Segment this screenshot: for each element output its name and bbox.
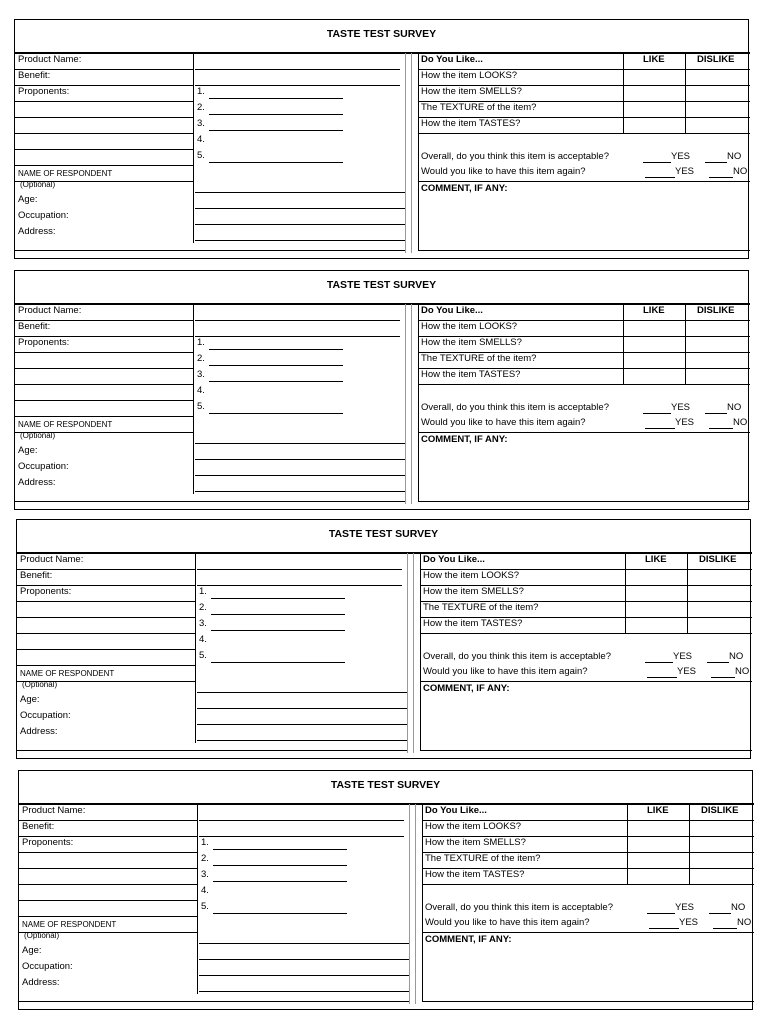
do-you-like-header: Do You Like... — [421, 54, 483, 65]
respondent-name-label: NAME OF RESPONDENT — [20, 669, 115, 678]
separator-line — [415, 804, 416, 1004]
right-row-line — [418, 384, 750, 385]
benefit-field[interactable] — [195, 336, 400, 337]
occupation-field[interactable] — [195, 475, 405, 476]
dislike-checkbox-cell[interactable] — [686, 102, 748, 116]
again-yes: YES — [675, 417, 695, 428]
proponents-label: Proponents: — [18, 337, 70, 348]
overall-question: Overall, do you think this item is acceptable? — [421, 151, 609, 162]
right-row-line — [420, 633, 752, 634]
overall-no-blank[interactable] — [705, 413, 727, 414]
optional-label: (Optional) — [24, 931, 60, 940]
left-row-line — [15, 69, 193, 70]
like-checkbox-cell[interactable] — [624, 369, 684, 383]
like-checkbox-cell[interactable] — [628, 821, 688, 835]
optional-label: (Optional) — [20, 180, 56, 189]
product-name-field[interactable] — [199, 820, 404, 821]
form-title: TASTE TEST SURVEY — [326, 279, 437, 291]
again-yes: YES — [675, 166, 695, 177]
age-field[interactable] — [195, 459, 405, 460]
proponent-number: 5. — [199, 650, 207, 661]
age-field[interactable] — [195, 208, 405, 209]
survey-form — [16, 519, 751, 759]
proponent-field[interactable] — [213, 881, 347, 882]
respondent-name-field[interactable] — [197, 692, 407, 693]
left-bottom-line — [15, 501, 405, 502]
left-row-line — [15, 384, 193, 385]
proponent-number: 1. — [201, 837, 209, 848]
proponent-number: 1. — [197, 86, 205, 97]
left-row-line — [19, 900, 197, 901]
title-divider — [15, 52, 750, 54]
question-item: The TEXTURE of the item? — [425, 853, 541, 864]
proponent-number: 2. — [197, 102, 205, 113]
benefit-field[interactable] — [195, 85, 400, 86]
question-item: How the item SMELLS? — [421, 337, 522, 348]
comment-label: COMMENT, IF ANY: — [421, 183, 508, 194]
comment-bottom-line — [418, 250, 750, 251]
again-no: NO — [737, 917, 752, 928]
left-row-line — [19, 820, 197, 821]
comment-area[interactable] — [423, 948, 751, 1001]
comment-label: COMMENT, IF ANY: — [423, 683, 510, 694]
address-field[interactable] — [199, 991, 409, 992]
comment-bottom-line — [418, 501, 750, 502]
overall-yes: YES — [675, 902, 695, 913]
again-yes: YES — [677, 666, 697, 677]
like-header: LIKE — [643, 54, 665, 65]
overall-question: Overall, do you think this item is acceptable? — [423, 651, 611, 662]
proponent-number: 3. — [201, 869, 209, 880]
proponent-number: 5. — [201, 901, 209, 912]
address-label: Address: — [18, 477, 56, 488]
left-row-line — [15, 320, 193, 321]
product-name-label: Product Name: — [20, 554, 84, 565]
like-checkbox-cell[interactable] — [628, 853, 688, 867]
survey-form — [14, 19, 749, 259]
overall-question: Overall, do you think this item is acceptable? — [421, 402, 609, 413]
like-header: LIKE — [647, 805, 669, 816]
proponent-number: 4. — [199, 634, 207, 645]
question-item: How the item LOOKS? — [425, 821, 522, 832]
like-checkbox-cell[interactable] — [626, 586, 686, 600]
question-item: How the item LOOKS? — [421, 321, 518, 332]
age-field[interactable] — [197, 708, 407, 709]
benefit-label: Benefit: — [18, 321, 51, 332]
again-no-blank[interactable] — [709, 177, 733, 178]
proponents-label: Proponents: — [20, 586, 72, 597]
question-item: How the item TASTES? — [423, 618, 523, 629]
left-row-line — [17, 617, 195, 618]
comment-bottom-line — [420, 750, 752, 751]
again-question: Would you like to have this item again? — [425, 917, 590, 928]
separator-line — [411, 304, 412, 504]
form-title: TASTE TEST SURVEY — [330, 779, 441, 791]
form-title: TASTE TEST SURVEY — [328, 528, 439, 540]
proponent-number: 3. — [197, 118, 205, 129]
overall-yes-blank[interactable] — [645, 662, 673, 663]
do-you-like-header: Do You Like... — [423, 554, 485, 565]
address-field[interactable] — [197, 740, 407, 741]
separator-line — [405, 53, 406, 253]
like-checkbox-cell[interactable] — [624, 118, 684, 132]
left-row-line — [15, 133, 193, 134]
left-row-line — [17, 633, 195, 634]
proponent-field[interactable] — [211, 630, 345, 631]
proponent-field[interactable] — [213, 865, 347, 866]
left-column-divider — [195, 553, 196, 743]
again-no: NO — [735, 666, 750, 677]
overall-yes-blank[interactable] — [647, 913, 675, 914]
like-checkbox-cell[interactable] — [626, 618, 686, 632]
dislike-checkbox-cell[interactable] — [686, 337, 748, 351]
overall-yes: YES — [671, 151, 691, 162]
benefit-label: Benefit: — [18, 70, 51, 81]
proponent-number: 1. — [199, 586, 207, 597]
proponent-number: 3. — [197, 369, 205, 380]
overall-no-blank[interactable] — [705, 162, 727, 163]
again-yes-blank[interactable] — [645, 428, 675, 429]
respondent-name-label: NAME OF RESPONDENT — [18, 420, 113, 429]
left-row-line — [19, 884, 197, 885]
question-item: How the item SMELLS? — [425, 837, 526, 848]
dislike-checkbox-cell[interactable] — [686, 353, 748, 367]
separator-line — [411, 53, 412, 253]
left-row-line — [19, 852, 197, 853]
left-bottom-line — [15, 250, 405, 251]
question-item: How the item SMELLS? — [421, 86, 522, 97]
again-no-blank[interactable] — [709, 428, 733, 429]
left-row-line — [17, 601, 195, 602]
dislike-header: DISLIKE — [697, 305, 735, 316]
benefit-field[interactable] — [197, 585, 402, 586]
proponent-field[interactable] — [209, 114, 343, 115]
left-column-divider — [197, 804, 198, 994]
occupation-field[interactable] — [195, 224, 405, 225]
again-question: Would you like to have this item again? — [421, 417, 586, 428]
question-item: How the item TASTES? — [421, 118, 521, 129]
comment-area[interactable] — [421, 697, 749, 750]
again-yes-blank[interactable] — [645, 177, 675, 178]
dislike-checkbox-cell[interactable] — [686, 70, 748, 84]
left-row-line — [17, 649, 195, 650]
dislike-checkbox-cell[interactable] — [688, 570, 750, 584]
do-you-like-header: Do You Like... — [425, 805, 487, 816]
survey-form — [14, 270, 749, 510]
respondent-name-label: NAME OF RESPONDENT — [18, 169, 113, 178]
proponent-field[interactable] — [209, 98, 343, 99]
address-field[interactable] — [195, 491, 405, 492]
question-item: The TEXTURE of the item? — [421, 102, 537, 113]
form-title: TASTE TEST SURVEY — [326, 28, 437, 40]
proponent-field[interactable] — [209, 162, 343, 163]
question-item: How the item LOOKS? — [421, 70, 518, 81]
proponent-number: 2. — [199, 602, 207, 613]
comment-area[interactable] — [419, 197, 747, 250]
like-checkbox-cell[interactable] — [626, 570, 686, 584]
question-item: How the item TASTES? — [425, 869, 525, 880]
respondent-name-field[interactable] — [195, 192, 405, 193]
benefit-label: Benefit: — [22, 821, 55, 832]
comment-top-line — [418, 432, 750, 433]
overall-question: Overall, do you think this item is acceptable? — [425, 902, 613, 913]
product-name-field[interactable] — [195, 69, 400, 70]
overall-no: NO — [727, 151, 742, 162]
overall-no-blank[interactable] — [709, 913, 731, 914]
like-checkbox-cell[interactable] — [628, 869, 688, 883]
like-checkbox-cell[interactable] — [624, 321, 684, 335]
product-name-field[interactable] — [197, 569, 402, 570]
respondent-name-field[interactable] — [195, 443, 405, 444]
dislike-checkbox-cell[interactable] — [690, 821, 752, 835]
comment-label: COMMENT, IF ANY: — [421, 434, 508, 445]
overall-yes-blank[interactable] — [643, 162, 671, 163]
occupation-label: Occupation: — [18, 461, 69, 472]
proponent-number: 3. — [199, 618, 207, 629]
right-row-line — [422, 884, 754, 885]
proponent-number: 2. — [201, 853, 209, 864]
proponent-field[interactable] — [209, 381, 343, 382]
age-field[interactable] — [199, 959, 409, 960]
again-yes-blank[interactable] — [649, 928, 679, 929]
proponents-label: Proponents: — [18, 86, 70, 97]
overall-no-blank[interactable] — [707, 662, 729, 663]
respondent-name-label: NAME OF RESPONDENT — [22, 920, 117, 929]
age-label: Age: — [22, 945, 42, 956]
proponent-number: 2. — [197, 353, 205, 364]
proponent-field[interactable] — [209, 130, 343, 131]
left-row-line — [15, 400, 193, 401]
dislike-checkbox-cell[interactable] — [686, 321, 748, 335]
age-label: Age: — [18, 194, 38, 205]
proponent-field[interactable] — [213, 913, 347, 914]
left-column-divider — [193, 304, 194, 494]
proponent-number: 4. — [197, 385, 205, 396]
product-name-label: Product Name: — [22, 805, 86, 816]
comment-top-line — [418, 181, 750, 182]
again-question: Would you like to have this item again? — [423, 666, 588, 677]
dislike-checkbox-cell[interactable] — [688, 602, 750, 616]
left-row-line — [17, 569, 195, 570]
respondent-name-field[interactable] — [199, 943, 409, 944]
separator-line — [409, 804, 410, 1004]
question-item: How the item TASTES? — [421, 369, 521, 380]
occupation-label: Occupation: — [18, 210, 69, 221]
again-no: NO — [733, 417, 748, 428]
left-row-line — [19, 836, 197, 837]
occupation-label: Occupation: — [22, 961, 73, 972]
dislike-header: DISLIKE — [699, 554, 737, 565]
left-row-line — [15, 117, 193, 118]
occupation-field[interactable] — [199, 975, 409, 976]
left-bottom-line — [17, 750, 407, 751]
product-name-label: Product Name: — [18, 54, 82, 65]
do-you-like-header: Do You Like... — [421, 305, 483, 316]
dislike-checkbox-cell[interactable] — [688, 618, 750, 632]
like-checkbox-cell[interactable] — [624, 353, 684, 367]
again-yes: YES — [679, 917, 699, 928]
separator-line — [405, 304, 406, 504]
overall-no: NO — [729, 651, 744, 662]
left-column-divider — [193, 53, 194, 243]
dislike-checkbox-cell[interactable] — [686, 118, 748, 132]
survey-form — [18, 770, 753, 1010]
dislike-header: DISLIKE — [701, 805, 739, 816]
like-checkbox-cell[interactable] — [624, 337, 684, 351]
like-checkbox-cell[interactable] — [628, 837, 688, 851]
like-header: LIKE — [645, 554, 667, 565]
address-field[interactable] — [195, 240, 405, 241]
right-row-line — [418, 133, 750, 134]
left-row-line — [15, 85, 193, 86]
question-item: The TEXTURE of the item? — [421, 353, 537, 364]
overall-no: NO — [727, 402, 742, 413]
like-header: LIKE — [643, 305, 665, 316]
separator-line — [413, 553, 414, 753]
overall-yes: YES — [671, 402, 691, 413]
left-row-line — [15, 101, 193, 102]
address-label: Address: — [22, 977, 60, 988]
comment-area[interactable] — [419, 448, 747, 501]
occupation-field[interactable] — [197, 724, 407, 725]
again-no-blank[interactable] — [711, 677, 735, 678]
dislike-checkbox-cell[interactable] — [688, 586, 750, 600]
comment-label: COMMENT, IF ANY: — [425, 934, 512, 945]
left-row-line — [17, 585, 195, 586]
like-checkbox-cell[interactable] — [624, 86, 684, 100]
proponent-field[interactable] — [211, 598, 345, 599]
address-label: Address: — [20, 726, 58, 737]
dislike-checkbox-cell[interactable] — [686, 369, 748, 383]
comment-bottom-line — [422, 1001, 754, 1002]
proponent-field[interactable] — [209, 365, 343, 366]
question-item: How the item SMELLS? — [423, 586, 524, 597]
left-bottom-line — [19, 1001, 409, 1002]
proponent-field[interactable] — [209, 413, 343, 414]
title-divider — [17, 552, 752, 554]
again-no-blank[interactable] — [713, 928, 737, 929]
dislike-checkbox-cell[interactable] — [690, 837, 752, 851]
comment-top-line — [420, 681, 752, 682]
proponent-number: 5. — [197, 150, 205, 161]
like-checkbox-cell[interactable] — [624, 70, 684, 84]
occupation-label: Occupation: — [20, 710, 71, 721]
dislike-checkbox-cell[interactable] — [690, 853, 752, 867]
optional-label: (Optional) — [20, 431, 56, 440]
dislike-checkbox-cell[interactable] — [686, 86, 748, 100]
left-row-line — [15, 149, 193, 150]
left-row-line — [15, 368, 193, 369]
comment-top-line — [422, 932, 754, 933]
proponent-number: 4. — [197, 134, 205, 145]
dislike-header: DISLIKE — [697, 54, 735, 65]
age-label: Age: — [20, 694, 40, 705]
left-row-line — [19, 868, 197, 869]
left-row-line — [15, 165, 193, 166]
proponents-label: Proponents: — [22, 837, 74, 848]
overall-no: NO — [731, 902, 746, 913]
proponent-number: 5. — [197, 401, 205, 412]
dislike-checkbox-cell[interactable] — [690, 869, 752, 883]
proponent-field[interactable] — [209, 349, 343, 350]
proponent-number: 4. — [201, 885, 209, 896]
product-name-field[interactable] — [195, 320, 400, 321]
benefit-label: Benefit: — [20, 570, 53, 581]
overall-yes-blank[interactable] — [643, 413, 671, 414]
product-name-label: Product Name: — [18, 305, 82, 316]
proponent-field[interactable] — [211, 614, 345, 615]
left-row-line — [15, 352, 193, 353]
optional-label: (Optional) — [22, 680, 58, 689]
again-yes-blank[interactable] — [647, 677, 677, 678]
title-divider — [15, 303, 750, 305]
title-divider — [19, 803, 754, 805]
overall-yes: YES — [673, 651, 693, 662]
again-question: Would you like to have this item again? — [421, 166, 586, 177]
proponent-field[interactable] — [213, 849, 347, 850]
like-checkbox-cell[interactable] — [624, 102, 684, 116]
again-no: NO — [733, 166, 748, 177]
left-row-line — [15, 416, 193, 417]
benefit-field[interactable] — [199, 836, 404, 837]
age-label: Age: — [18, 445, 38, 456]
left-row-line — [17, 665, 195, 666]
question-item: The TEXTURE of the item? — [423, 602, 539, 613]
left-row-line — [19, 916, 197, 917]
like-checkbox-cell[interactable] — [626, 602, 686, 616]
left-row-line — [15, 336, 193, 337]
address-label: Address: — [18, 226, 56, 237]
separator-line — [407, 553, 408, 753]
question-item: How the item LOOKS? — [423, 570, 520, 581]
proponent-field[interactable] — [211, 662, 345, 663]
proponent-number: 1. — [197, 337, 205, 348]
